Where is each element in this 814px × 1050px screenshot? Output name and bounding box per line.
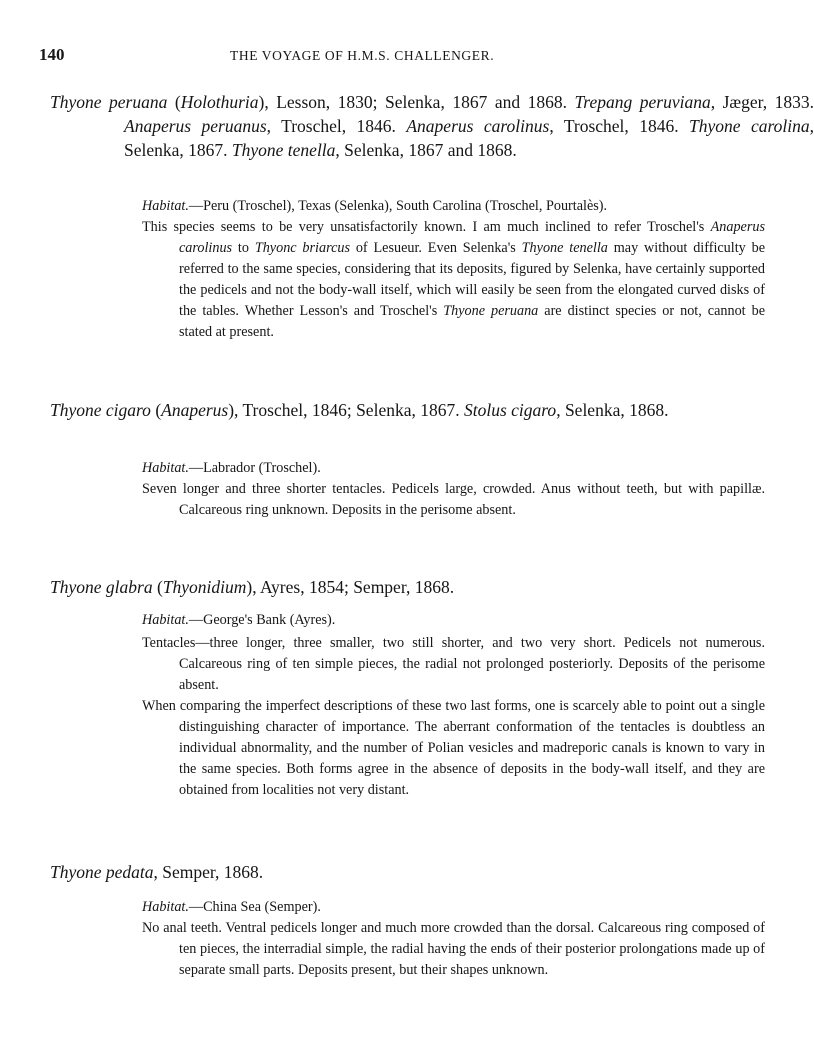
text-run: Tentacles—three longer, three smaller, two still shorter, and two very short. Pedicels not numerous. Calcareous ring of ten simple pieces, the radial not prolonged posteriorly. Deposits of the perisome absent. <box>142 635 765 693</box>
running-title: THE VOYAGE OF H.M.S. CHALLENGER. <box>230 48 495 63</box>
text-run: to <box>232 240 255 256</box>
habitat-label: Habitat. <box>142 460 189 476</box>
text-run: ( <box>152 577 163 597</box>
italic-run: Stolus cigaro <box>463 400 557 420</box>
italic-run: Thyone pedata <box>50 862 154 882</box>
running-head <box>0 47 776 67</box>
text-run: ), Troschel, 1846; Selenka, 1867. <box>228 400 464 420</box>
italic-run: Thyone tenella <box>521 240 608 256</box>
text-run: may without difficulty be referred to the same species, considering that its deposits, figured by Selenka, have certainly supported the pedicels and not the body-wall itself, which will easily be seen from the elongated curved disks of the tables. Whether Lesson's and Troschel's <box>179 240 765 319</box>
text-run: , Troschel, 1846. <box>266 116 407 136</box>
text-run: ( <box>167 92 181 112</box>
italic-run: Thyonc briarcus <box>254 240 350 256</box>
habitat-line <box>142 196 728 217</box>
habitat-text: —George's Bank (Ayres). <box>188 612 336 628</box>
text-run: , Troschel, 1846. <box>549 116 690 136</box>
text-run: , Jæger, 1833. <box>710 92 814 112</box>
text-run: are distinct species or not, cannot be stated at present. <box>179 303 765 340</box>
text-run: ), Ayres, 1854; Semper, 1868. <box>246 577 455 597</box>
habitat-line <box>142 610 728 631</box>
habitat-label: Habitat. <box>142 612 189 628</box>
species-heading <box>50 90 814 162</box>
italic-run: Thyonidium <box>162 577 247 597</box>
italic-run: Anaperus <box>161 400 229 420</box>
habitat-line <box>142 458 728 479</box>
text-run: No anal teeth. Ventral pedicels longer and much more crowded than the dorsal. Calcareous ring composed of ten pieces, the interradial simple, the radial having the ends of their posterior prolongations made up of separate small parts. Deposits present, but their shapes unknown. <box>142 920 765 978</box>
italic-run: Thyone peruana <box>50 92 168 112</box>
description-paragraph <box>142 633 765 696</box>
italic-run: Thyone carolina <box>689 116 810 136</box>
description-paragraph <box>142 217 765 343</box>
species-heading <box>50 575 814 599</box>
italic-run: Anaperus carolinus <box>406 116 550 136</box>
description-paragraph <box>142 918 765 981</box>
text-run: ), Lesson, 1830; Selenka, 1867 and 1868. <box>258 92 575 112</box>
habitat-line <box>142 897 728 918</box>
habitat-label: Habitat. <box>142 899 189 915</box>
description-paragraph <box>142 479 765 521</box>
description-paragraph <box>142 696 765 801</box>
italic-run: Thyone peruana <box>443 303 539 319</box>
page-number: 140 <box>39 45 65 64</box>
text-run: , Semper, 1868. <box>153 862 264 882</box>
text-run: This species seems to be very unsatisfactorily known. I am much inclined to refer Troschel's <box>142 219 711 235</box>
italic-run: Anaperus peruanus <box>124 116 267 136</box>
habitat-text: —Peru (Troschel), Texas (Selenka), South Carolina (Troschel, Pourtalès). <box>188 198 608 214</box>
italic-run: Anaperus carolinus <box>179 219 765 256</box>
text-run: Seven longer and three shorter tentacles. Pedicels large, crowded. Anus without teeth, but with papillæ. Calcareous ring unknown. Deposits in the perisome absent. <box>142 481 765 518</box>
text-run: ( <box>150 400 162 420</box>
text-run: When comparing the imperfect descriptions of these two last forms, one is scarcely able to point out a single distinguishing character of importance. The aberrant conformation of the tentacles is doubtless an individual abnormality, and the number of Polian vesicles and madreporic canals is known to vary in the same species. Both forms agree in the absence of deposits in the body-wall itself, and they are obtained from localities not very distant. <box>142 698 765 798</box>
italic-run: Thyone glabra <box>50 577 153 597</box>
text-run: , Selenka, 1867. <box>124 116 814 160</box>
habitat-label: Habitat. <box>142 198 189 214</box>
species-heading <box>50 860 814 884</box>
species-heading <box>50 398 812 422</box>
text-run: of Lesueur. Even Selenka's <box>349 240 522 256</box>
italic-run: Trepang peruviana <box>574 92 711 112</box>
italic-run: Holothuria <box>180 92 259 112</box>
italic-run: Thyone tenella <box>231 140 336 160</box>
habitat-text: —China Sea (Semper). <box>188 899 321 915</box>
text-run: , Selenka, 1867 and 1868. <box>335 140 517 160</box>
italic-run: Thyone cigaro <box>50 400 151 420</box>
habitat-text: —Labrador (Troschel). <box>188 460 321 476</box>
text-run: , Selenka, 1868. <box>556 400 669 420</box>
